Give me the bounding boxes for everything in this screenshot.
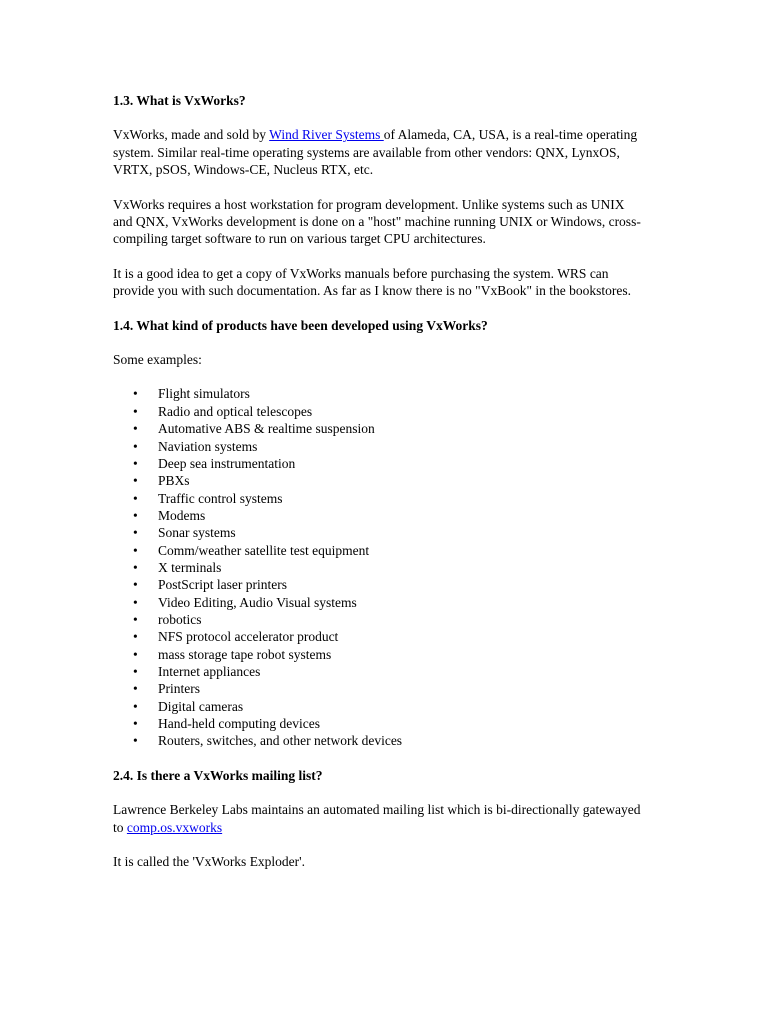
list-item-text: X terminals [158, 559, 222, 575]
paragraph-vxworks-intro: VxWorks, made and sold by Wind River Systems of Alameda, CA, USA, is a real-time operating system. Similar real-time operating systems are available from other vendors: QNX, LynxOS, VRTX, pSOS, Windows-CE, Nucleus RTX, etc. [113, 127, 638, 178]
bullet-icon: • [133, 386, 138, 402]
list-item [113, 403, 643, 420]
list-item [113, 542, 643, 559]
list-item [113, 559, 643, 576]
list-item [113, 438, 643, 455]
bullet-icon: • [133, 594, 138, 610]
list-item-text: Hand-held computing devices [158, 716, 320, 731]
bullet-icon: • [133, 438, 138, 454]
bullet-icon: • [133, 611, 138, 627]
list-item-text: Comm/weather satellite test equipment [158, 542, 370, 558]
bullet-icon: • [133, 663, 138, 679]
list-item-text: robotics [158, 611, 202, 627]
list-item [113, 680, 643, 697]
list-item [113, 732, 643, 749]
list-item-text: Automative ABS & realtime suspension [158, 421, 375, 437]
list-item [113, 524, 643, 541]
bullet-icon: • [133, 455, 138, 471]
list-item-text: Naviation systems [158, 438, 258, 454]
list-item-text: Deep sea instrumentation [158, 455, 296, 471]
document-content [113, 92, 643, 870]
list-item-text: Printers [158, 681, 200, 697]
bullet-icon: • [133, 681, 138, 697]
bullet-icon: • [133, 559, 138, 575]
list-item [113, 698, 643, 715]
bullet-icon: • [133, 577, 138, 593]
list-item-text: PBXs [158, 473, 190, 489]
list-item-text: Flight simulators [158, 386, 250, 402]
list-item-text: PostScript laser printers [158, 577, 287, 593]
list-item [113, 507, 643, 524]
section-heading-what-is-vxworks: 1.3. What is VxWorks? [113, 93, 246, 108]
bullet-icon: • [133, 525, 138, 541]
section-heading-products: 1.4. What kind of products have been developed using VxWorks? [113, 317, 488, 333]
wind-river-systems-link[interactable]: Wind River Systems [269, 127, 384, 143]
paragraph-exploder: It is called the 'VxWorks Exploder'. [113, 853, 305, 869]
list-item [113, 420, 643, 437]
list-item-text: Video Editing, Audio Visual systems [158, 594, 357, 610]
list-item [113, 455, 643, 472]
comp-os-vxworks-link[interactable]: comp.os.vxworks [126, 819, 223, 835]
bullet-icon: • [133, 473, 138, 489]
bullet-icon: • [133, 716, 138, 731]
list-item-text: Traffic control systems [158, 490, 283, 506]
list-item-text: Routers, switches, and other network devices [158, 733, 403, 749]
bullet-icon: • [133, 507, 138, 523]
bullet-icon: • [133, 629, 138, 645]
bullet-icon: • [133, 733, 138, 749]
paragraph-some-examples: Some examples: [113, 352, 202, 368]
list-item-text: Internet appliances [158, 663, 261, 679]
bullet-icon: • [133, 421, 138, 437]
list-item [113, 646, 643, 663]
bullet-icon: • [133, 646, 138, 662]
bullet-icon: • [133, 698, 138, 714]
paragraph-mailing-list: Lawrence Berkeley Labs maintains an automated mailing list which is bi-directionally gatewayed to comp.os.vxworks [113, 802, 641, 835]
paragraph-manuals: It is a good idea to get a copy of VxWorks manuals before purchasing the system. WRS can provide you with such documentation. As far as I know there is no "VxBook" in the bookstores. [113, 265, 631, 299]
bullet-icon: • [133, 542, 138, 558]
list-item-text: Sonar systems [158, 525, 236, 541]
list-item [113, 611, 643, 628]
list-item [113, 594, 643, 611]
paragraph-host-workstation: VxWorks requires a host workstation for program development. Unlike systems such as UNIX and QNX, VxWorks development is done on a "host" machine running UNIX or Windows, cross-compiling target software to run on various target CPU architectures. [113, 196, 641, 247]
bullet-icon: • [133, 403, 138, 419]
list-item-text: NFS protocol accelerator product [158, 629, 339, 645]
list-item-text: Modems [158, 507, 206, 523]
list-item [113, 472, 643, 489]
list-item [113, 628, 643, 645]
bullet-icon: • [133, 490, 138, 506]
list-item-text: Digital cameras [158, 698, 244, 714]
product-examples-list [113, 385, 643, 749]
list-item [113, 715, 643, 732]
list-item [113, 385, 643, 402]
list-item-text: Radio and optical telescopes [158, 403, 313, 419]
list-item [113, 576, 643, 593]
section-heading-mailing-list: 2.4. Is there a VxWorks mailing list? [113, 767, 323, 783]
list-item [113, 490, 643, 507]
list-item-text: mass storage tape robot systems [158, 646, 332, 662]
list-item [113, 663, 643, 680]
